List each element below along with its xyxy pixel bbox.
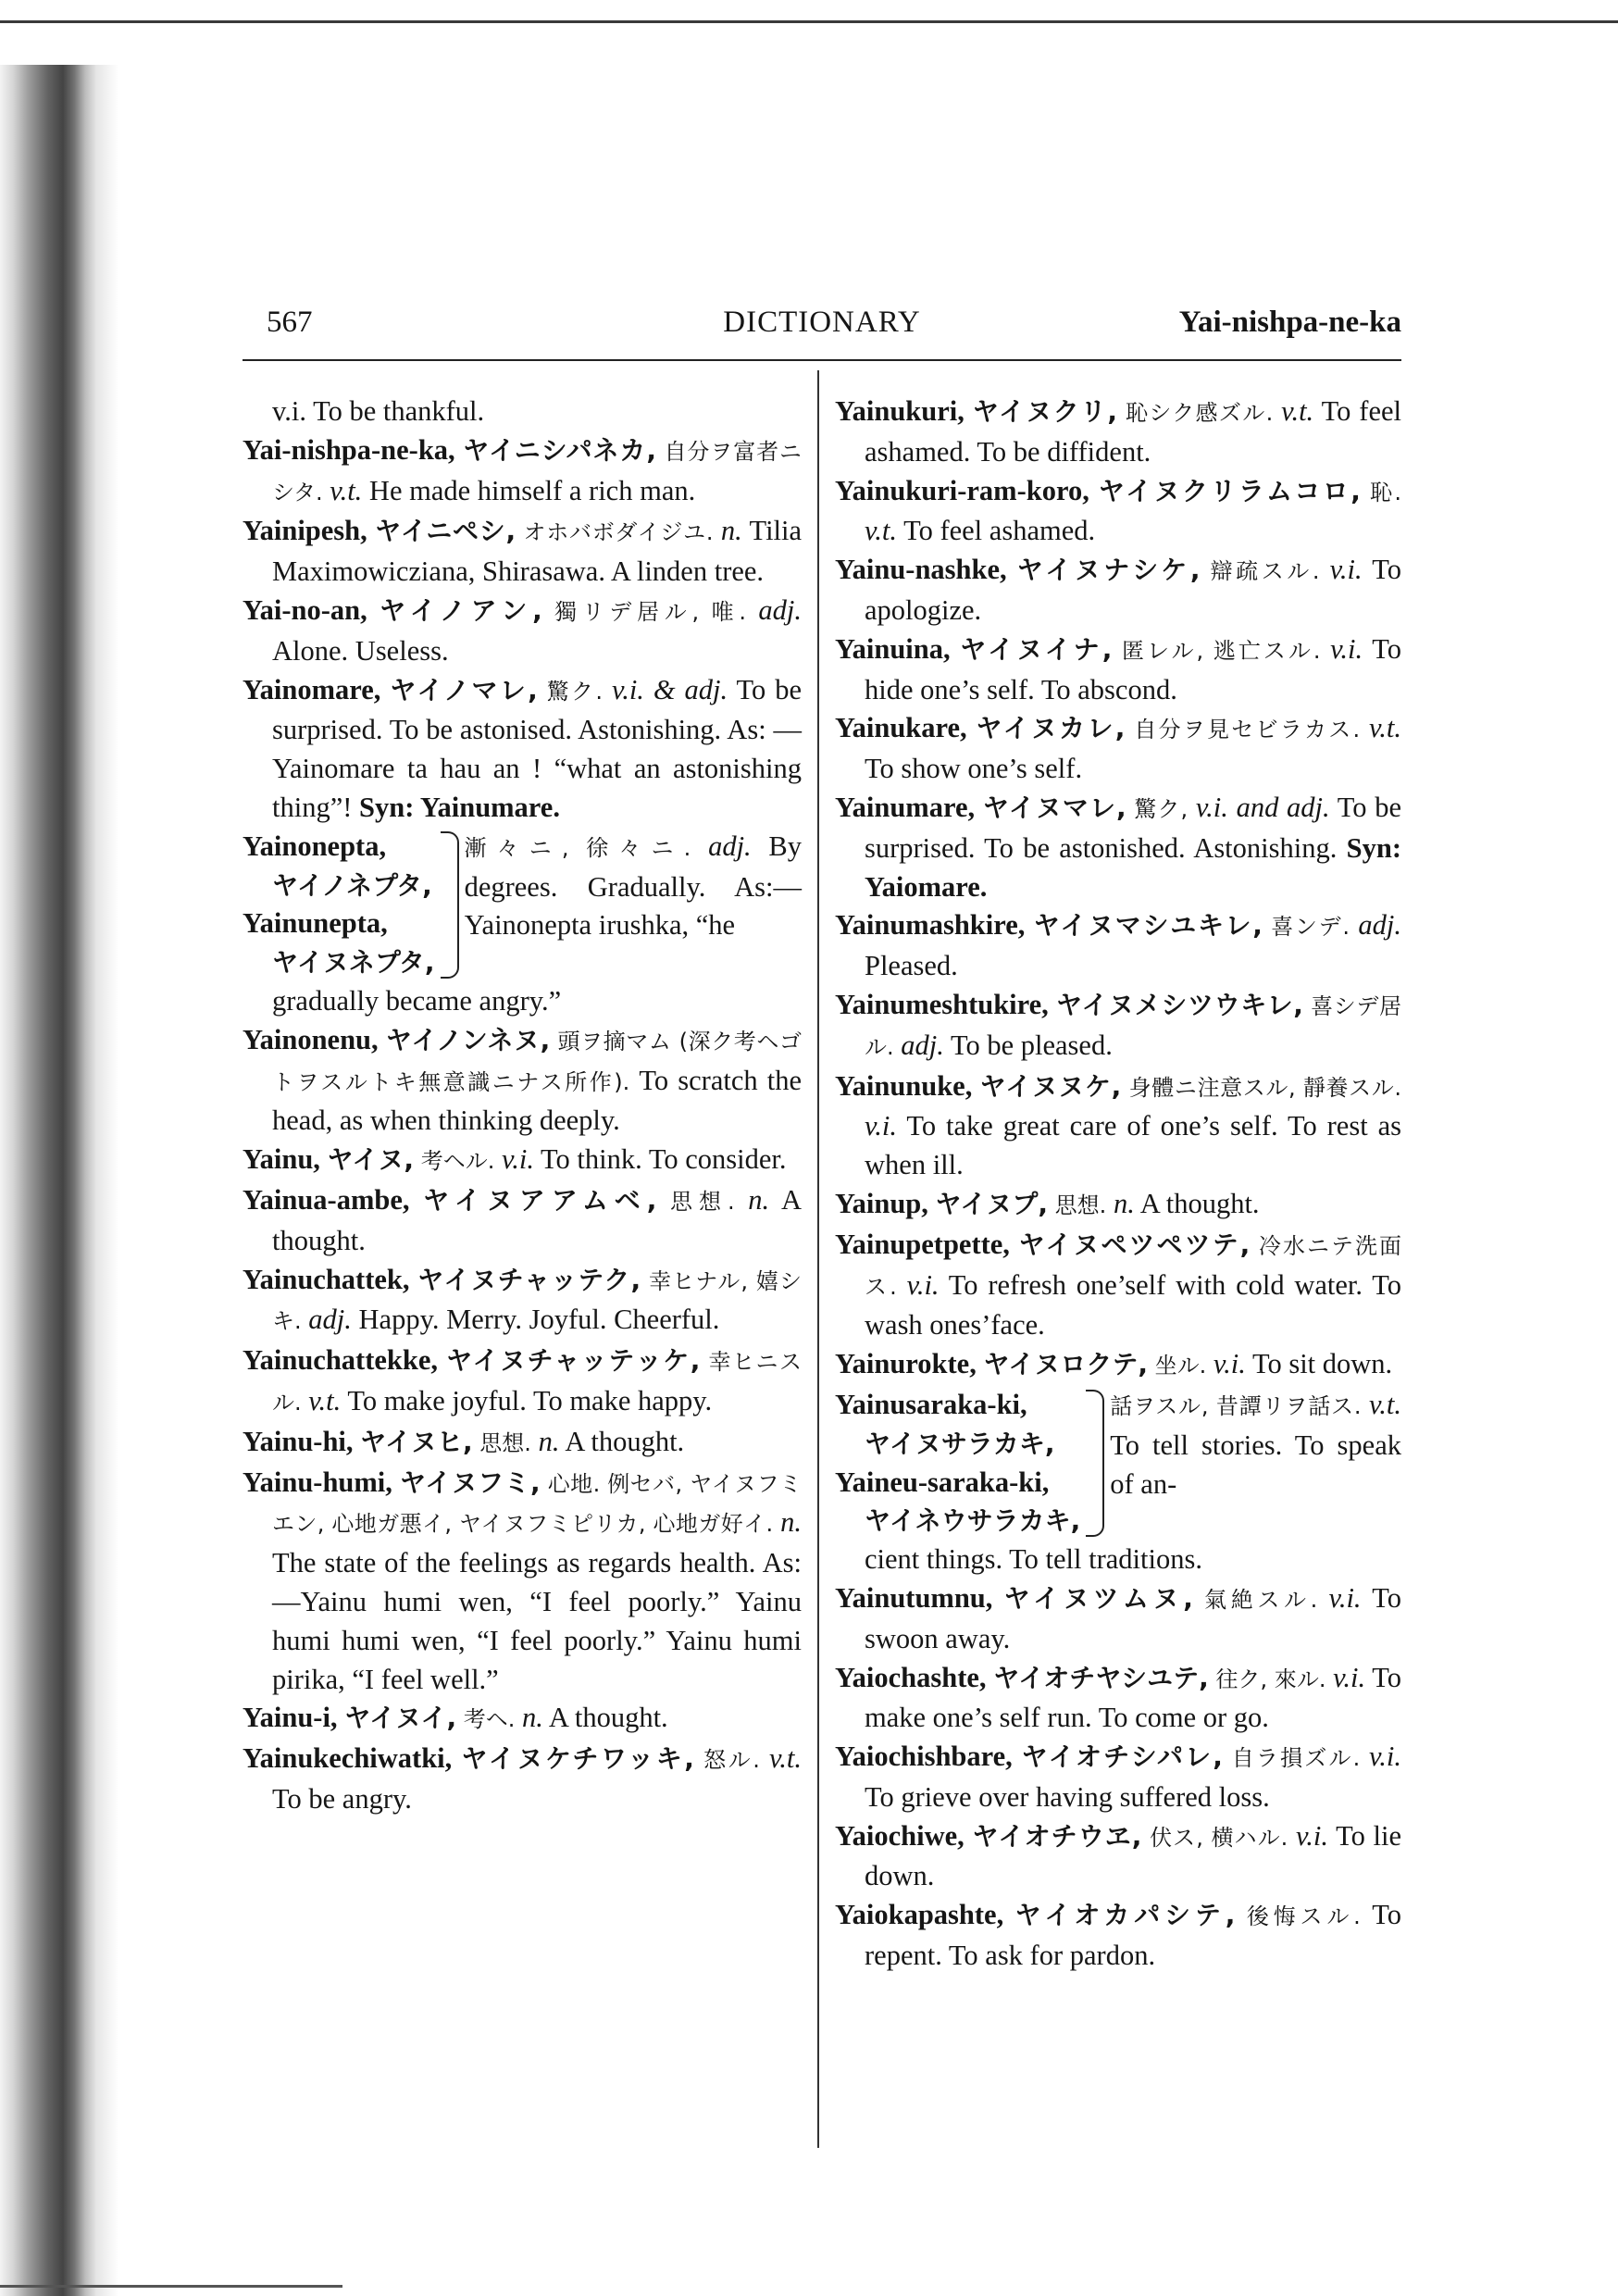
grouping-brace xyxy=(1086,1390,1104,1537)
dictionary-entry xyxy=(835,1579,1401,1659)
japanese-gloss: 心地. 例セバ, ヤイヌフミエン, 心地ガ悪イ, ヤイヌフミピリカ, 心地ガ好イ. xyxy=(272,1470,803,1538)
japanese-gloss: 氣絶スル. xyxy=(1204,1586,1318,1613)
part-of-speech: v.t. xyxy=(330,474,363,506)
part-of-speech: v.t. xyxy=(769,1742,803,1775)
english-definition: To be pleased. xyxy=(950,1029,1113,1061)
part-of-speech: v.t. xyxy=(1281,395,1314,427)
english-definition: To tell stories. To speak of an- xyxy=(1110,1429,1401,1500)
left-column xyxy=(243,393,802,1819)
header-rule xyxy=(243,359,1401,361)
right-column xyxy=(835,393,1401,1976)
english-definition: By degrees. Gradually. As:—Yainonepta irushka, “he xyxy=(464,830,803,942)
part-of-speech: adj. xyxy=(758,593,803,626)
dictionary-entry xyxy=(243,1423,802,1464)
japanese-gloss: 頭ヲ摘マム (深ク考ヘゴトヲスルトキ無意識ニナス所作). xyxy=(272,1028,802,1095)
grouped-headwords xyxy=(835,1386,1080,1541)
katakana-reading: ヤイノマレ, xyxy=(390,674,538,705)
english-definition: To be surprised. To be astonished. Astonishing. xyxy=(865,791,1402,864)
part-of-speech: v.t. xyxy=(1369,1388,1402,1420)
japanese-gloss: 辯疏スル. xyxy=(1210,558,1320,585)
english-definition: To show one’s self. xyxy=(865,753,1083,785)
english-definition: To lie down. xyxy=(865,1819,1401,1892)
japanese-gloss: 伏ス, 横ハル. xyxy=(1150,1824,1288,1851)
dictionary-entry xyxy=(835,1185,1401,1226)
definition-continuation: gradually became angry.” xyxy=(272,984,562,1017)
part-of-speech: v.t. xyxy=(308,1384,342,1416)
part-of-speech: v.i. and adj. xyxy=(1195,791,1330,823)
part-of-speech: v.i. xyxy=(1295,1819,1328,1852)
dictionary-entry xyxy=(835,472,1401,552)
katakana-reading: ヤイヌプ, xyxy=(935,1188,1049,1219)
japanese-gloss: 後悔スル. xyxy=(1246,1903,1361,1930)
katakana-reading: ヤイノアン, xyxy=(380,594,542,626)
japanese-gloss: 坐ル. xyxy=(1154,1353,1207,1379)
english-definition: To feel ashamed. To be diffident. xyxy=(865,395,1402,468)
katakana-reading: ヤイヌサラカキ, xyxy=(865,1428,1055,1459)
english-definition: To grieve over having suffered loss. xyxy=(865,1780,1270,1813)
japanese-gloss: 自ラ損ズル. xyxy=(1231,1745,1361,1772)
headword: Yainutumnu, xyxy=(835,1581,993,1614)
english-definition: To scratch the head, as when thinking deeply. xyxy=(272,1064,803,1137)
japanese-gloss: オホバボダイジユ. xyxy=(523,519,714,546)
dictionary-entry xyxy=(835,1817,1401,1897)
katakana-reading: ヤイノネプタ, xyxy=(272,869,432,901)
part-of-speech: n. xyxy=(720,515,742,547)
headword: Yainuina, xyxy=(835,632,951,665)
english-definition: To feel ashamed. xyxy=(903,515,1096,547)
headword: Yainumeshtukire, xyxy=(835,988,1049,1020)
headword: Yainupetpette, xyxy=(835,1228,1010,1260)
katakana-reading: ヤイヌロクテ, xyxy=(983,1349,1148,1380)
grouped-entry xyxy=(835,1386,1401,1579)
grouped-definition xyxy=(465,828,802,982)
dictionary-entry xyxy=(835,1226,1401,1345)
headword: Yaiokapashte, xyxy=(835,1899,1004,1931)
english-definition: Happy. Merry. Joyful. Cheerful. xyxy=(358,1304,720,1336)
katakana-reading: ヤイニシパネカ, xyxy=(463,434,656,466)
japanese-gloss: 身體ニ注意スル, 靜養スル. xyxy=(1128,1074,1402,1101)
katakana-reading: ヤイヌヒ, xyxy=(360,1426,473,1457)
katakana-reading: ヤイヌフミ, xyxy=(399,1466,541,1498)
dictionary-entry xyxy=(835,709,1401,789)
katakana-reading: ヤイヌペツペツテ, xyxy=(1018,1229,1251,1260)
japanese-gloss: 思想. xyxy=(479,1429,531,1456)
english-definition: To refresh one’self with cold water. To wash ones’face. xyxy=(865,1268,1402,1341)
grouped-entry-block xyxy=(835,1386,1401,1541)
part-of-speech: n. xyxy=(538,1425,560,1457)
katakana-reading: ヤイオチヤシユテ, xyxy=(993,1662,1209,1693)
japanese-gloss: 自分ヲ見セビラカス. xyxy=(1134,717,1361,743)
japanese-gloss: 喜ンデ. xyxy=(1271,914,1350,941)
headword: Yainusaraka-ki, xyxy=(835,1388,1027,1420)
katakana-reading: ヤイネウサラカキ, xyxy=(865,1505,1081,1537)
katakana-reading: ヤイヌケチワッキ, xyxy=(461,1743,694,1775)
english-definition: To take great care of one’s self. To rest as when ill. xyxy=(865,1110,1401,1181)
headword: Yainukare, xyxy=(835,712,967,744)
grouped-headwords xyxy=(243,828,435,982)
english-definition: To be surprised. To be astonised. Astonishing. As: — Yainomare ta hau an ! “what an astonishing thing”! xyxy=(272,673,803,823)
japanese-gloss: 喜シデ居ル. xyxy=(865,992,1401,1060)
grouped-definition xyxy=(1110,1386,1401,1541)
headword: Yaiochiwe, xyxy=(835,1819,965,1852)
part-of-speech: v.i. xyxy=(906,1268,940,1301)
katakana-reading: ヤイオチウヱ, xyxy=(972,1820,1142,1852)
headword: Yainomare, xyxy=(243,673,381,705)
headword: Yainuchattekke, xyxy=(243,1344,438,1377)
headword: Yainu-i, xyxy=(243,1702,338,1734)
english-definition: To make one’s self run. To come or go. xyxy=(865,1661,1402,1734)
katakana-reading: ヤイヌイ, xyxy=(344,1703,457,1734)
japanese-gloss: 話ヲスル, 昔譚リヲ話ス. xyxy=(1110,1392,1362,1419)
english-definition: To repent. To ask for pardon. xyxy=(865,1899,1402,1972)
japanese-gloss: 恥. xyxy=(1369,479,1401,505)
dictionary-entry xyxy=(835,1067,1401,1185)
guide-word: Yai-nishpa-ne-ka xyxy=(1178,306,1401,339)
grouped-entry xyxy=(243,828,802,1021)
dictionary-entry xyxy=(243,671,802,828)
part-of-speech: n. xyxy=(1113,1187,1135,1219)
definition-continuation: cient things. To tell traditions. xyxy=(865,1543,1202,1576)
katakana-reading: ヤイオカパシテ, xyxy=(1014,1900,1236,1931)
english-definition: A thought. xyxy=(272,1183,803,1256)
dictionary-entry xyxy=(243,512,802,592)
english-definition: To swoon away. xyxy=(865,1581,1402,1654)
katakana-reading: ヤイヌメシツウキレ, xyxy=(1056,989,1303,1020)
katakana-reading: ヤイヌクリラムコロ, xyxy=(1098,475,1361,506)
part-of-speech: v.i. xyxy=(1333,1661,1366,1693)
english-definition: To hide one’s self. To abscond. xyxy=(865,632,1402,705)
headword: Yainipesh, xyxy=(243,515,367,547)
part-of-speech: v.i. xyxy=(1369,1741,1401,1773)
synonym: Syn: Yainumare. xyxy=(359,791,560,823)
english-definition: To make joyful. To make happy. xyxy=(347,1384,713,1416)
headword: Yaiochashte, xyxy=(835,1661,987,1693)
english-definition: A thought. xyxy=(565,1425,685,1457)
japanese-gloss: 思想. xyxy=(670,1188,735,1215)
katakana-reading: ヤイヌ, xyxy=(327,1144,415,1176)
japanese-gloss: 往ク, 來ル. xyxy=(1215,1666,1326,1692)
english-definition: To think. To consider. xyxy=(541,1143,787,1176)
dictionary-entry xyxy=(835,1738,1401,1817)
japanese-gloss: 恥シク感ズル. xyxy=(1126,400,1274,426)
japanese-gloss: 思想. xyxy=(1054,1192,1107,1218)
dictionary-entry xyxy=(243,1261,802,1342)
dictionary-entry xyxy=(835,393,1401,472)
katakana-reading: ヤイヌツムヌ, xyxy=(1003,1582,1193,1614)
katakana-reading: ヤイヌアアムベ, xyxy=(423,1184,657,1216)
english-definition: Alone. Useless. xyxy=(272,634,449,667)
dictionary-entry xyxy=(243,431,802,513)
headword: Yainonenu, xyxy=(243,1023,379,1055)
continued-definition: v.i. To be thankful. xyxy=(272,395,485,427)
synonym: Syn: Yaiomare. xyxy=(865,831,1401,903)
dictionary-entry xyxy=(835,551,1401,630)
katakana-reading: ヤイヌチャッテク, xyxy=(417,1264,641,1295)
japanese-gloss: 匿レル, 逃亡スル. xyxy=(1122,637,1321,664)
japanese-gloss: 冷水ニテ洗面ス. xyxy=(865,1232,1402,1300)
japanese-gloss: 自分ヲ富者ニシタ. xyxy=(272,438,803,505)
top-edge-line xyxy=(0,20,1618,23)
headword: Yainup, xyxy=(835,1187,928,1219)
part-of-speech: v.i. xyxy=(1330,632,1363,665)
katakana-reading: ヤイヌネプタ, xyxy=(272,947,435,979)
japanese-gloss: 怒ル. xyxy=(703,1747,760,1774)
japanese-gloss: 考ヘ. xyxy=(463,1706,516,1733)
headword: Yainuchattek, xyxy=(243,1263,410,1295)
dictionary-entry xyxy=(243,1021,802,1141)
headword: Yaiochishbare, xyxy=(835,1741,1013,1773)
part-of-speech: n. xyxy=(522,1702,543,1734)
part-of-speech: v.i. & adj. xyxy=(611,673,728,705)
katakana-reading: ヤイヌマシユキレ, xyxy=(1033,910,1263,942)
katakana-reading: ヤイニペシ, xyxy=(375,516,517,547)
katakana-reading: ヤイオチシパレ, xyxy=(1021,1741,1223,1773)
dictionary-entry xyxy=(243,592,802,671)
headword: Yaineu-saraka-ki, xyxy=(835,1466,1050,1498)
grouped-entry-block xyxy=(243,828,802,982)
japanese-gloss: 驚ク. xyxy=(546,678,603,705)
dictionary-entry xyxy=(243,1464,802,1700)
part-of-speech: v.i. xyxy=(501,1143,534,1176)
katakana-reading: ヤイヌチャッテッケ, xyxy=(446,1345,701,1377)
english-definition: He made himself a rich man. xyxy=(368,474,696,506)
katakana-reading: ヤイノンネヌ, xyxy=(385,1024,551,1055)
english-definition: To apologize. xyxy=(865,554,1402,626)
japanese-gloss: 幸ヒナル, 嬉シキ. xyxy=(272,1267,803,1335)
part-of-speech: v.t. xyxy=(1369,712,1402,744)
katakana-reading: ヤイヌクリ, xyxy=(972,396,1118,427)
headword: Yainumashkire, xyxy=(835,909,1026,942)
headword: Yainu-hi, xyxy=(243,1425,354,1457)
japanese-gloss: 考ヘル. xyxy=(420,1148,495,1175)
headword: Yainukuri, xyxy=(835,395,965,427)
part-of-speech: v.i. xyxy=(1329,554,1363,586)
japanese-gloss: 驚ク, xyxy=(1134,795,1189,822)
part-of-speech: adj. xyxy=(1358,909,1401,942)
headword: Yainua-ambe, xyxy=(243,1183,410,1216)
part-of-speech: adj. xyxy=(708,830,752,862)
running-title: DICTIONARY xyxy=(723,306,921,339)
english-definition: The state of the feelings as regards health. As:—Yainu humi wen, “I feel poorly.” Yainu humi humi wen, “I feel poorly.” Yainu humi pirika, “I feel well.” xyxy=(272,1547,802,1695)
headword: Yainukechiwatki, xyxy=(243,1742,453,1775)
dictionary-entry xyxy=(835,986,1401,1067)
headword: Yainunepta, xyxy=(243,907,388,940)
japanese-gloss: 幸ヒニスル. xyxy=(272,1349,803,1416)
japanese-gloss: 獨リデ居ル, 唯. xyxy=(554,598,746,625)
headword: Yainukuri-ram-koro, xyxy=(835,474,1089,506)
headword: Yainumare, xyxy=(835,791,976,823)
english-definition: Tilia Maximowicziana, Shirasawa. A linden tree. xyxy=(272,515,803,588)
part-of-speech: adj. xyxy=(308,1304,352,1336)
headword: Yainu, xyxy=(243,1143,320,1176)
english-definition: To be angry. xyxy=(272,1782,412,1815)
bottom-edge-line xyxy=(0,2285,342,2288)
dictionary-entry xyxy=(243,1341,802,1423)
english-definition: To sit down. xyxy=(1251,1348,1393,1380)
headword: Yainunuke, xyxy=(835,1069,973,1102)
english-definition: A thought. xyxy=(548,1702,668,1734)
column-divider xyxy=(817,370,819,2148)
part-of-speech: n. xyxy=(748,1183,770,1216)
dictionary-entry xyxy=(243,1181,802,1261)
english-definition: A thought. xyxy=(1139,1187,1260,1219)
dictionary-entry xyxy=(835,1896,1401,1976)
headword: Yainu-nashke, xyxy=(835,554,1007,586)
dictionary-entry xyxy=(835,1345,1401,1386)
part-of-speech: v.i. xyxy=(865,1110,897,1142)
page-header xyxy=(243,306,1401,346)
katakana-reading: ヤイヌマレ, xyxy=(982,792,1126,823)
headword: Yai-nishpa-ne-ka, xyxy=(243,433,455,466)
headword: Yai-no-an, xyxy=(243,593,367,626)
japanese-gloss: 漸々ニ, 徐々ニ. xyxy=(464,834,691,861)
part-of-speech: n. xyxy=(780,1506,803,1539)
page-number: 567 xyxy=(267,306,313,339)
katakana-reading: ヤイヌナシケ, xyxy=(1016,555,1201,586)
part-of-speech: v.i. xyxy=(1328,1581,1362,1614)
dictionary-entry xyxy=(835,1659,1401,1739)
dictionary-entry xyxy=(835,906,1401,986)
dictionary-entry xyxy=(835,789,1401,906)
dictionary-entry xyxy=(835,630,1401,710)
katakana-reading: ヤイヌイナ, xyxy=(960,633,1113,665)
katakana-reading: ヤイヌカレ, xyxy=(976,713,1126,744)
dictionary-entry xyxy=(243,1141,802,1181)
part-of-speech: v.t. xyxy=(865,515,897,547)
katakana-reading: ヤイヌヌケ, xyxy=(979,1070,1122,1102)
english-definition: Pleased. xyxy=(865,950,958,982)
headword: Yainonepta, xyxy=(243,830,387,862)
part-of-speech: v.i. xyxy=(1213,1348,1246,1380)
dictionary-entry xyxy=(243,1699,802,1740)
grouping-brace xyxy=(441,831,459,979)
headword: Yainu-humi, xyxy=(243,1466,392,1498)
headword: Yainurokte, xyxy=(835,1348,977,1380)
part-of-speech: adj. xyxy=(901,1029,944,1061)
book-spine-shadow xyxy=(0,65,120,2296)
dictionary-entry xyxy=(243,1740,802,1819)
